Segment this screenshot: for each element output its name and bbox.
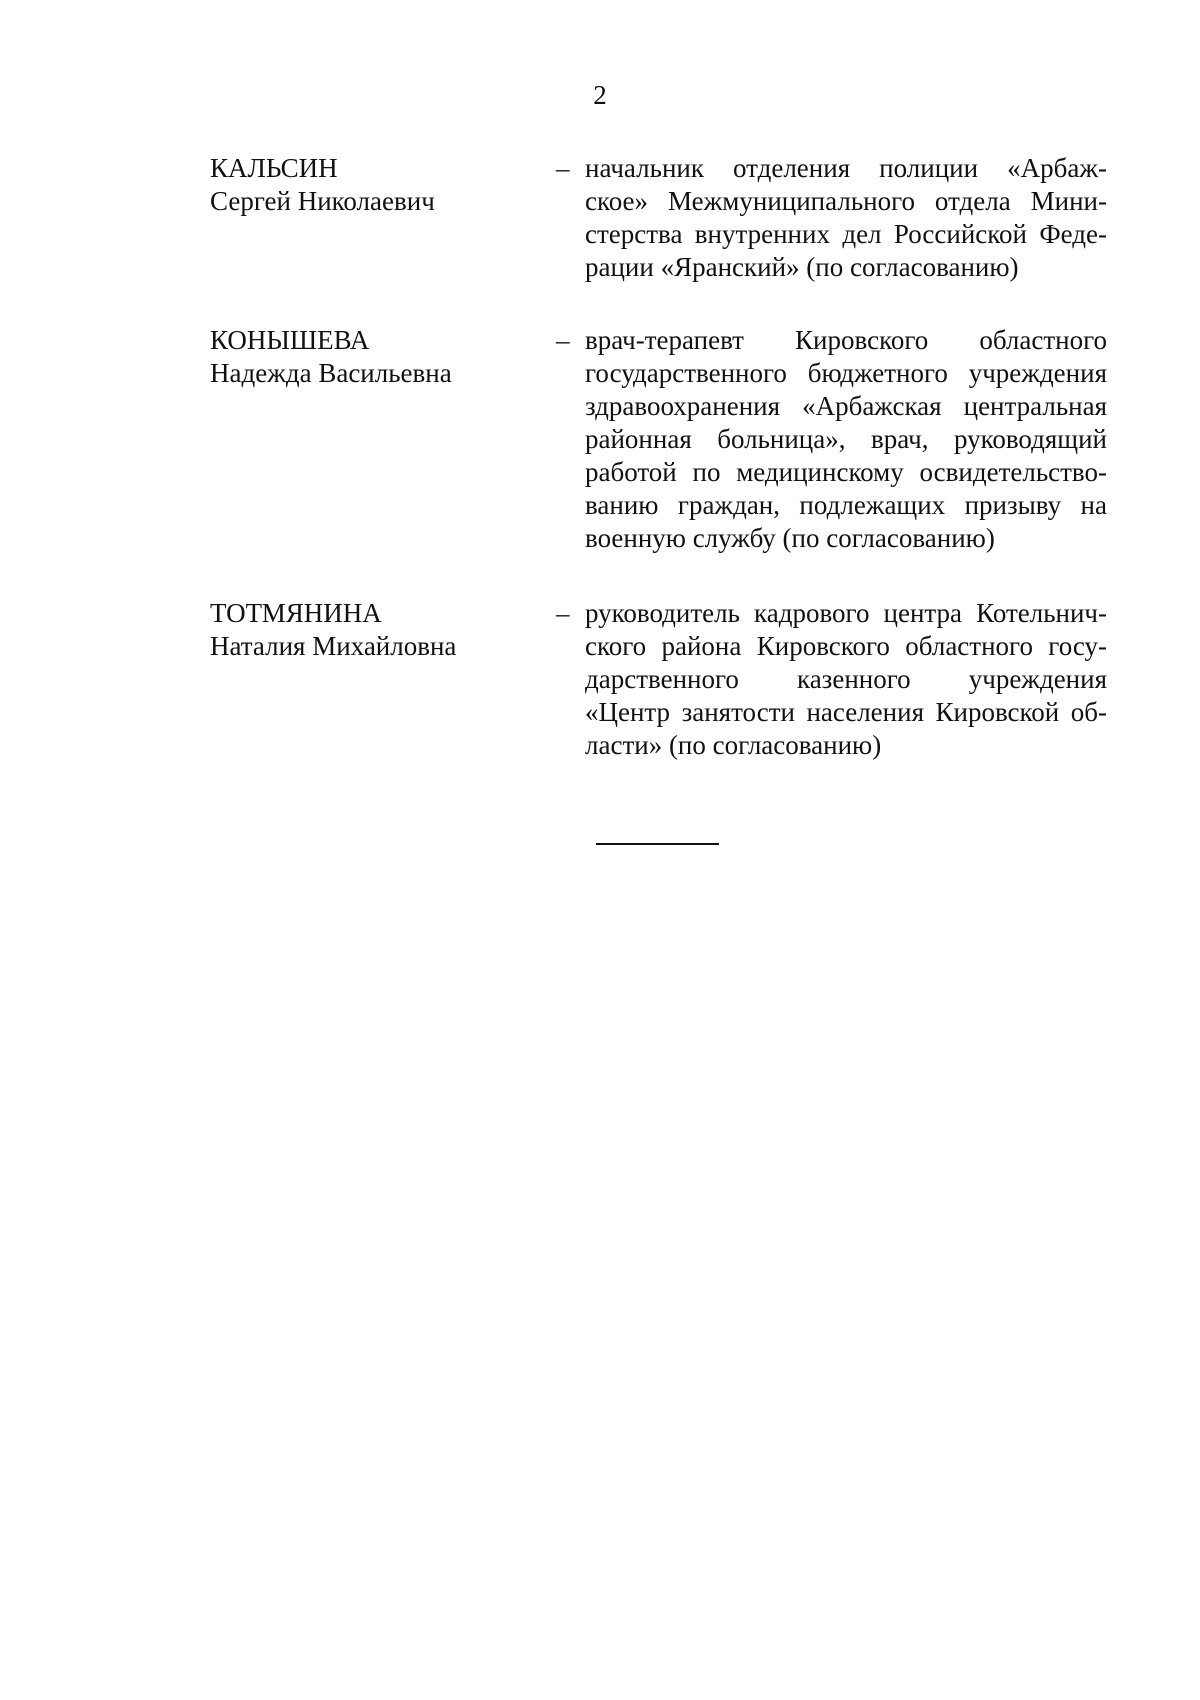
position-line: руководитель кадрового центра Котельнич- — [585, 598, 1107, 628]
position-line: врач-терапевт Кировского областного — [585, 325, 1107, 355]
member-position — [585, 597, 1107, 762]
position-line: районная больница», врач, руководящий — [585, 424, 1107, 454]
position-line: здравоохранения «Арбажская центральная — [585, 391, 1107, 421]
page-number: 2 — [593, 80, 607, 110]
member-position — [585, 324, 1107, 555]
position-line: стерства внутренних дел Российской Феде- — [585, 219, 1107, 249]
position-line: ласти» (по согласованию) — [585, 730, 882, 760]
end-of-list-rule — [596, 843, 719, 845]
member-given-names: Сергей Николаевич — [210, 186, 435, 216]
member-name — [210, 597, 540, 663]
member-position — [585, 152, 1107, 284]
member-name — [210, 152, 540, 218]
member-dash: – — [556, 153, 570, 183]
position-line: «Центр занятости населения Кировской об- — [585, 697, 1107, 727]
position-line: военную службу (по согласованию) — [585, 523, 995, 553]
position-line: ванию граждан, подлежащих призыву на — [585, 490, 1107, 520]
position-line: начальник отделения полиции «Арбаж- — [585, 153, 1107, 183]
member-given-names: Надежда Васильевна — [210, 358, 452, 388]
member-surname: КАЛЬСИН — [210, 153, 338, 183]
member-surname: ТОТМЯНИНА — [210, 598, 382, 628]
position-line: работой по медицинскому освидетельство- — [585, 457, 1107, 487]
member-dash: – — [556, 325, 570, 355]
member-dash: – — [556, 598, 570, 628]
position-line: рации «Яранский» (по согласованию) — [585, 252, 1019, 282]
member-given-names: Наталия Михайловна — [210, 631, 457, 661]
position-line: дарственного казенного учреждения — [585, 664, 1107, 694]
member-surname: КОНЫШЕВА — [210, 325, 370, 355]
position-line: ского района Кировского областного госу- — [585, 631, 1107, 661]
member-name — [210, 324, 540, 390]
position-line: государственного бюджетного учреждения — [585, 358, 1107, 388]
position-line: ское» Межмуниципального отдела Мини- — [585, 186, 1107, 216]
